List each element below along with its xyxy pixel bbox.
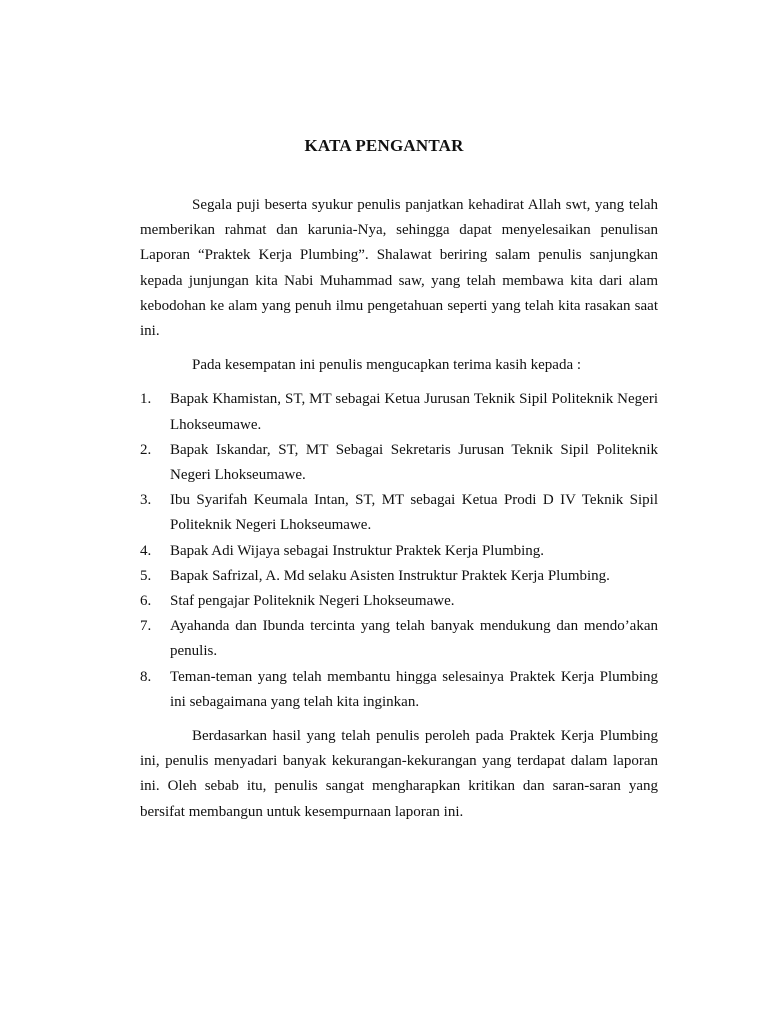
list-item bbox=[140, 589, 658, 614]
list-item-text: Staf pengajar Politeknik Negeri Lhokseumawe. bbox=[170, 593, 455, 610]
list-item bbox=[140, 539, 658, 564]
opening-paragraph: Segala puji beserta syukur penulis panjatkan kehadirat Allah swt, yang telah memberikan rahmat dan karunia-Nya, sehingga dapat menyelesaikan penulisan Laporan “Praktek Kerja Plumbing”. Shalawat beriring salam penulis sanjungkan kepada junjungan kita Nabi Muhammad saw, yang telah membawa kita dari alam kebodohan ke alam yang penuh ilmu pengetahuan seperti yang telah kita rasakan saat ini. bbox=[140, 197, 658, 340]
list-item-text: Ayahanda dan Ibunda tercinta yang telah banyak mendukung dan mendo’akan penulis. bbox=[170, 618, 658, 660]
acknowledgement-list bbox=[140, 387, 658, 715]
list-item bbox=[140, 438, 658, 488]
list-item-number: 4. bbox=[140, 542, 152, 559]
thanks-intro-paragraph: Pada kesempatan ini penulis mengucapkan terima kasih kepada : bbox=[192, 357, 582, 374]
list-item bbox=[140, 488, 658, 538]
list-item-number: 5. bbox=[140, 567, 152, 584]
list-item-text: Bapak Safrizal, A. Md selaku Asisten Instruktur Praktek Kerja Plumbing. bbox=[170, 567, 610, 584]
list-item-text: Ibu Syarifah Keumala Intan, ST, MT sebagai Ketua Prodi D IV Teknik Sipil Politeknik Negeri Lhokseumawe. bbox=[170, 492, 658, 534]
list-item bbox=[140, 614, 658, 664]
list-item-number: 2. bbox=[140, 441, 152, 458]
document-body bbox=[140, 193, 658, 825]
page-title: KATA PENGANTAR bbox=[304, 136, 464, 155]
list-item bbox=[140, 564, 658, 589]
list-item-text: Bapak Iskandar, ST, MT Sebagai Sekretaris Jurusan Teknik Sipil Politeknik Negeri Lhokseumawe. bbox=[170, 441, 658, 484]
list-item-number: 7. bbox=[140, 618, 152, 635]
list-item-number: 6. bbox=[140, 593, 152, 610]
list-item bbox=[140, 665, 658, 715]
list-item-text: Teman-teman yang telah membantu hingga selesainya Praktek Kerja Plumbing ini sebagaimana yang telah kita inginkan. bbox=[170, 668, 658, 710]
list-item-number: 8. bbox=[140, 668, 152, 685]
list-item-number: 1. bbox=[140, 391, 152, 408]
closing-paragraph: Berdasarkan hasil yang telah penulis peroleh pada Praktek Kerja Plumbing ini, penulis menyadari banyak kekurangan-kekurangan yang terdapat dalam laporan ini. Oleh sebab itu, penulis sangat mengharapkan kritikan dan saran-saran yang bersifat membangun untuk kesempurnaan laporan ini. bbox=[140, 728, 658, 820]
list-item-text: Bapak Khamistan, ST, MT sebagai Ketua Jurusan Teknik Sipil Politeknik Negeri Lhokseumawe. bbox=[170, 391, 658, 433]
list-item-text: Bapak Adi Wijaya sebagai Instruktur Praktek Kerja Plumbing. bbox=[170, 542, 545, 559]
list-item-number: 3. bbox=[140, 492, 152, 509]
list-item bbox=[140, 387, 658, 437]
